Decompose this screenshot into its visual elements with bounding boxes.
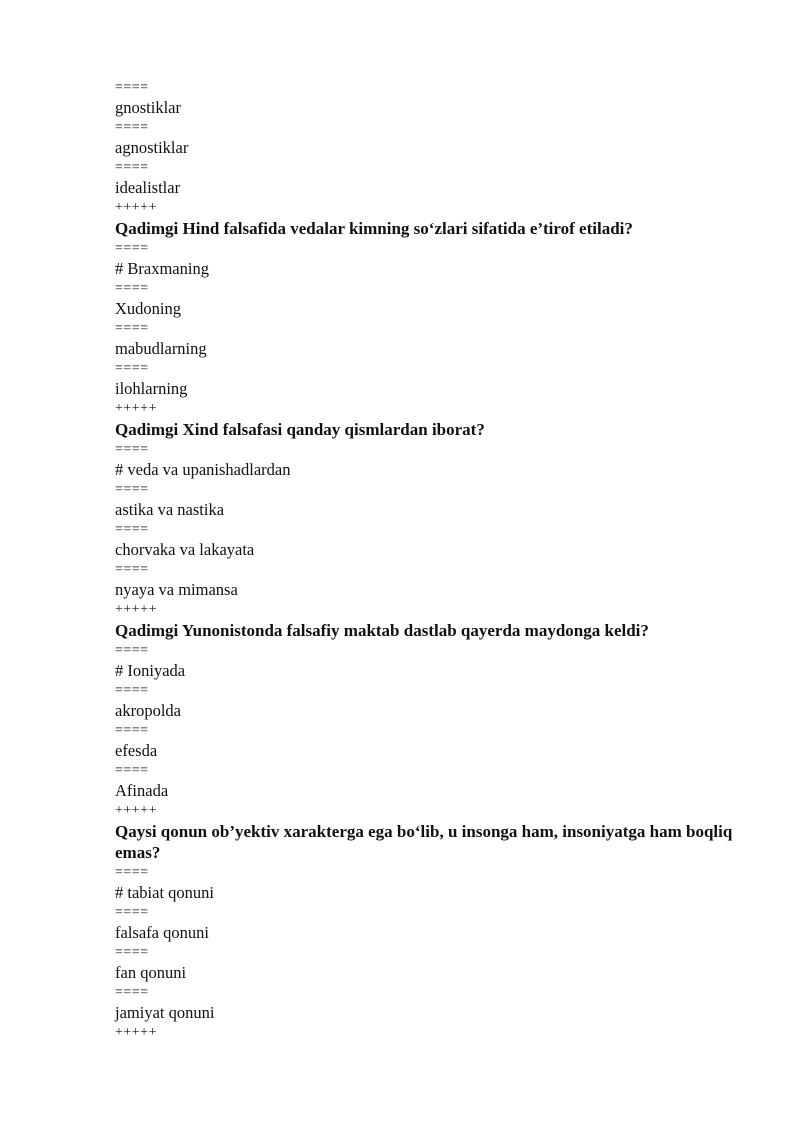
answer-option: mabudlarning xyxy=(115,339,207,358)
answer-option: # Ioniyada xyxy=(115,661,186,680)
separator-line: ==== xyxy=(115,80,149,95)
separator-line: ==== xyxy=(115,763,149,778)
answer-option: # veda va upanishadlardan xyxy=(115,460,291,479)
answer-option: Afinada xyxy=(115,781,169,800)
answer-option: gnostiklar xyxy=(115,98,181,117)
answer-option: # tabiat qonuni xyxy=(115,883,214,902)
answer-option: falsafa qonuni xyxy=(115,923,209,942)
separator-line: ==== xyxy=(115,643,149,658)
separator-line: ==== xyxy=(115,160,149,175)
document-page xyxy=(115,78,760,1043)
question-text: Qaysi qonun ob’yektiv xarakterga ega bo‘lib, u insonga ham, insoniyatga ham boqliq emas? xyxy=(115,822,737,862)
separator-line: ==== xyxy=(115,865,149,880)
separator-line: ==== xyxy=(115,683,149,698)
answer-option: idealistlar xyxy=(115,178,181,197)
answer-option: jamiyat qonuni xyxy=(115,1003,215,1022)
answer-option: fan qonuni xyxy=(115,963,187,982)
answer-option: chorvaka va lakayata xyxy=(115,540,255,559)
separator-line: ==== xyxy=(115,522,149,537)
answer-option: efesda xyxy=(115,741,158,760)
question-text: Qadimgi Hind falsafida vedalar kimning so‘zlari sifatida e’tirof etiladi? xyxy=(115,219,633,238)
question-text: Qadimgi Xind falsafasi qanday qismlardan iborat? xyxy=(115,420,485,439)
separator-line: ==== xyxy=(115,241,149,256)
separator-line: ==== xyxy=(115,120,149,135)
separator-line: ==== xyxy=(115,321,149,336)
separator-line: ==== xyxy=(115,985,149,1000)
separator-line: +++++ xyxy=(115,602,157,617)
answer-option: astika va nastika xyxy=(115,500,225,519)
separator-line: ==== xyxy=(115,723,149,738)
answer-option: agnostiklar xyxy=(115,138,189,157)
separator-line: ==== xyxy=(115,482,149,497)
answer-option: Xudoning xyxy=(115,299,181,318)
separator-line: +++++ xyxy=(115,401,157,416)
separator-line: +++++ xyxy=(115,1025,157,1040)
answer-option: akropolda xyxy=(115,701,181,720)
separator-line: ==== xyxy=(115,562,149,577)
separator-line: ==== xyxy=(115,281,149,296)
separator-line: +++++ xyxy=(115,200,157,215)
separator-line: ==== xyxy=(115,442,149,457)
answer-option: nyaya va mimansa xyxy=(115,580,238,599)
separator-line: ==== xyxy=(115,945,149,960)
question-text: Qadimgi Yunonistonda falsafiy maktab dastlab qayerda maydonga keldi? xyxy=(115,621,649,640)
answer-option: # Braxmaning xyxy=(115,259,209,278)
answer-option: ilohlarning xyxy=(115,379,188,398)
separator-line: +++++ xyxy=(115,803,157,818)
separator-line: ==== xyxy=(115,905,149,920)
separator-line: ==== xyxy=(115,361,149,376)
